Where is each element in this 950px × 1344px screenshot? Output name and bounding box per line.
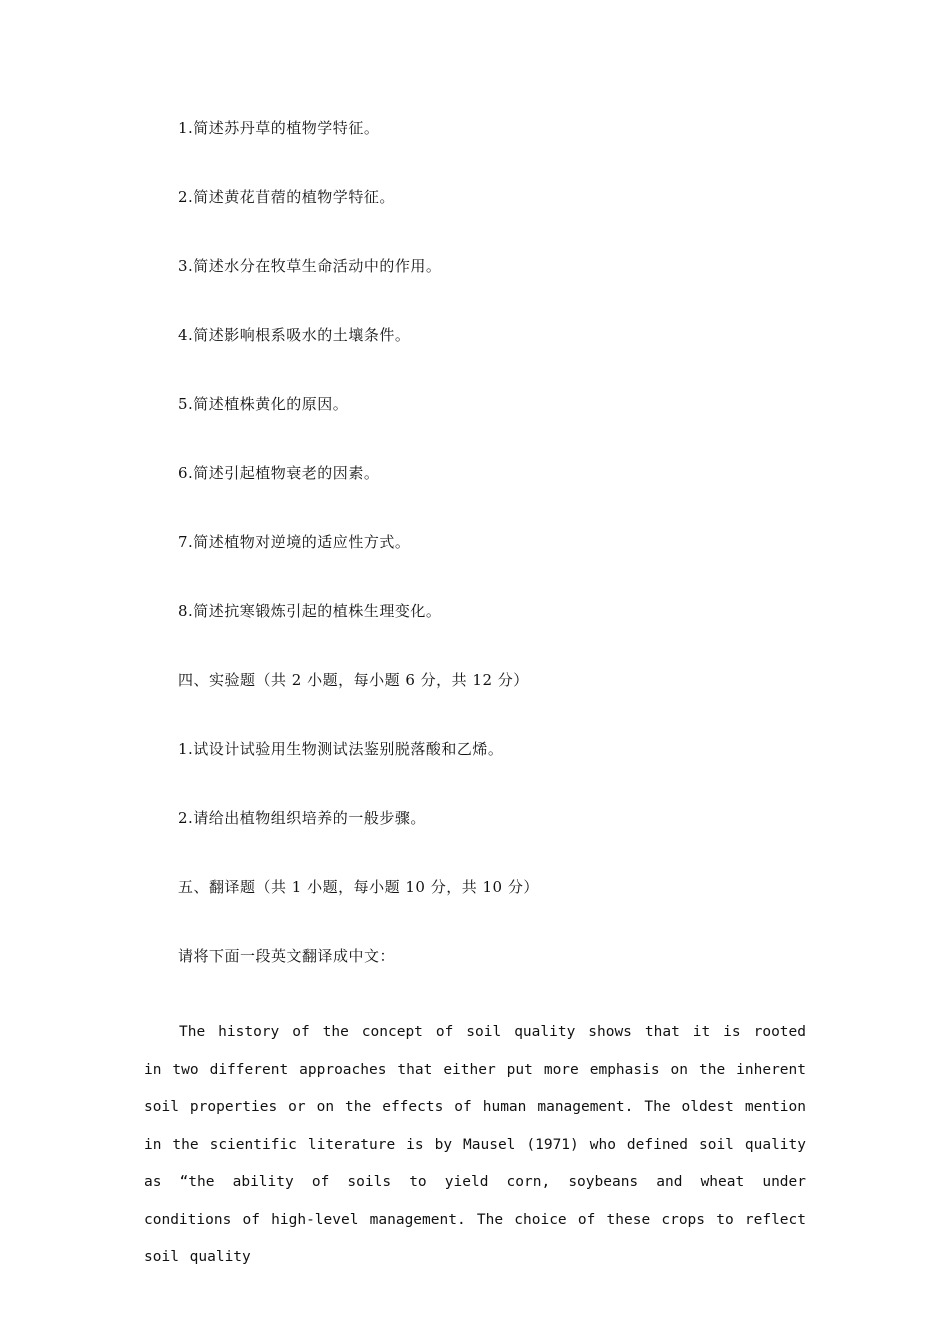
- experiment-item-1: 1.试设计试验用生物测试法鉴别脱落酸和乙烯。: [178, 740, 504, 758]
- section-5-title: 五、翻译题（共 1 小题，每小题 10 分，共 10 分）: [178, 878, 539, 896]
- question-8: 8.简述抗寒锻炼引起的植株生理变化。: [178, 602, 442, 620]
- question-6: 6.简述引起植物衰老的因素。: [178, 464, 380, 482]
- question-7: 7.简述植物对逆境的适应性方式。: [178, 533, 411, 551]
- section-4-title: 四、实验题（共 2 小题，每小题 6 分，共 12 分）: [178, 671, 529, 689]
- question-5: 5.简述植株黄化的原因。: [178, 395, 349, 413]
- question-4: 4.简述影响根系吸水的土壤条件。: [178, 326, 411, 344]
- question-3: 3.简述水分在牧草生命活动中的作用。: [178, 257, 442, 275]
- translation-instruction: 请将下面一段英文翻译成中文：: [178, 947, 396, 965]
- question-1: 1.简述苏丹草的植物学特征。: [178, 119, 380, 137]
- question-2: 2.简述黄花苜蓿的植物学特征。: [178, 188, 395, 206]
- translation-passage: The history of the concept of soil quality shows that it is rooted in two different approaches that either put more emphasis on the inherent soil properties or on the effects of human management. The oldest mention in the scientific literature is by Mausel (1971) who defined soil quality as “the ability of soils to yield corn, soybeans and wheat under conditions of high-level management. The choice of these crops to reflect soil quality: [144, 1024, 806, 1265]
- experiment-item-2: 2.请给出植物组织培养的一般步骤。: [178, 809, 426, 827]
